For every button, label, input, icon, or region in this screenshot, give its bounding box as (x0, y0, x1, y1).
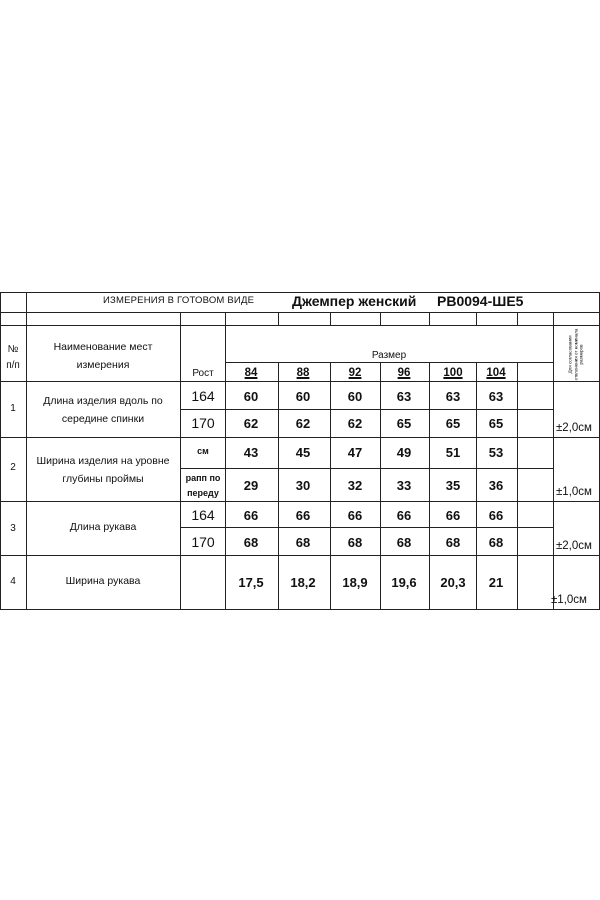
size-84: 84 (244, 367, 258, 379)
row-1-v1-100: 63 (445, 389, 461, 404)
row-2-param-2a: рапп по (185, 473, 221, 483)
row-2-v2-96: 33 (396, 478, 412, 493)
row-2-v2-100: 35 (445, 478, 461, 493)
row-3-v1-84: 66 (243, 508, 259, 523)
row-3-v1-88: 66 (295, 508, 311, 523)
row-4-num: 4 (10, 576, 16, 587)
col-header-num-1: № (7, 344, 19, 355)
row-3-v2-100: 68 (445, 535, 461, 550)
row-2-v1-96: 49 (396, 445, 412, 460)
row-3-tolerance: ±2,0см (556, 540, 592, 552)
size-100: 100 (443, 367, 463, 379)
row-2-param-2b: переду (187, 488, 219, 498)
row-1-v2-84: 62 (243, 416, 259, 431)
row-1-v2-96: 65 (396, 416, 412, 431)
row-3-v2-84: 68 (243, 535, 259, 550)
row-4-name: Ширина рукава (65, 575, 141, 587)
row-2-v2-88: 30 (295, 478, 311, 493)
row-3-v1-100: 66 (445, 508, 461, 523)
row-1-v2-104: 65 (488, 416, 504, 431)
size-96: 96 (397, 367, 411, 379)
row-1-v2-92: 62 (347, 416, 363, 431)
measurements-label: ИЗМЕРЕНИЯ В ГОТОВОМ ВИДЕ (103, 295, 255, 306)
col-header-num-2: п/п (6, 360, 20, 371)
row-1-num: 1 (10, 403, 16, 414)
col-header-size-group: Размер (371, 350, 407, 361)
row-4-v-92: 18,9 (342, 575, 368, 590)
row-4-tolerance: ±1,0см (551, 594, 587, 606)
row-4-v-96: 19,6 (391, 575, 417, 590)
row-1-name: Длина изделия вдоль по середине спинки (43, 395, 163, 426)
row-2-v1-104: 53 (488, 445, 504, 460)
row-4-v-100: 20,3 (440, 575, 466, 590)
row-1-param-2: 170 (191, 415, 215, 431)
row-3-param-1: 164 (191, 507, 215, 523)
row-1-v2-88: 62 (295, 416, 311, 431)
row-3-v2-96: 68 (396, 535, 412, 550)
row-1-param-1: 164 (191, 388, 215, 404)
row-3-v2-92: 68 (347, 535, 363, 550)
row-1-v1-88: 60 (295, 389, 311, 404)
row-2-tolerance: ±1,0см (556, 486, 592, 498)
tolerance-note: Для согласования отклонения от номинала размеров (567, 328, 584, 381)
row-1-v1-96: 63 (396, 389, 412, 404)
col-header-growth: Рост (192, 368, 214, 379)
row-2-v2-104: 36 (488, 478, 504, 493)
row-2-v1-92: 47 (347, 445, 363, 460)
row-1-v1-84: 60 (243, 389, 259, 404)
row-2-v1-100: 51 (445, 445, 461, 460)
row-3-v1-96: 66 (396, 508, 412, 523)
size-104: 104 (486, 367, 506, 379)
row-1-tolerance: ±2,0см (556, 422, 592, 434)
row-2-param-1: см (197, 446, 209, 456)
size-92: 92 (348, 367, 362, 379)
row-3-v1-92: 66 (347, 508, 363, 523)
row-4-v-104: 21 (488, 575, 504, 590)
row-4-v-88: 18,2 (290, 575, 316, 590)
row-3-param-2: 170 (191, 534, 215, 550)
row-3-v2-104: 68 (488, 535, 504, 550)
row-3-name: Длина рукава (69, 521, 137, 533)
row-4-v-84: 17,5 (238, 575, 264, 590)
col-header-name: Наименование мест измерения (53, 341, 153, 372)
row-1-v1-92: 60 (347, 389, 363, 404)
row-1-v1-104: 63 (488, 389, 504, 404)
row-2-num: 2 (10, 462, 16, 473)
row-3-v2-88: 68 (295, 535, 311, 550)
article-number: РВ0094-ШЕ5 (437, 293, 524, 309)
row-2-v1-84: 43 (243, 445, 259, 460)
size-88: 88 (296, 367, 310, 379)
row-2-v2-92: 32 (347, 478, 363, 493)
row-3-num: 3 (10, 523, 16, 534)
row-2-v2-84: 29 (243, 478, 259, 493)
row-1-v2-100: 65 (445, 416, 461, 431)
row-3-v1-104: 66 (488, 508, 504, 523)
row-2-name: Ширина изделия на уровне глубины проймы (36, 455, 170, 486)
product-name: Джемпер женский (292, 293, 417, 309)
row-2-v1-88: 45 (295, 445, 311, 460)
